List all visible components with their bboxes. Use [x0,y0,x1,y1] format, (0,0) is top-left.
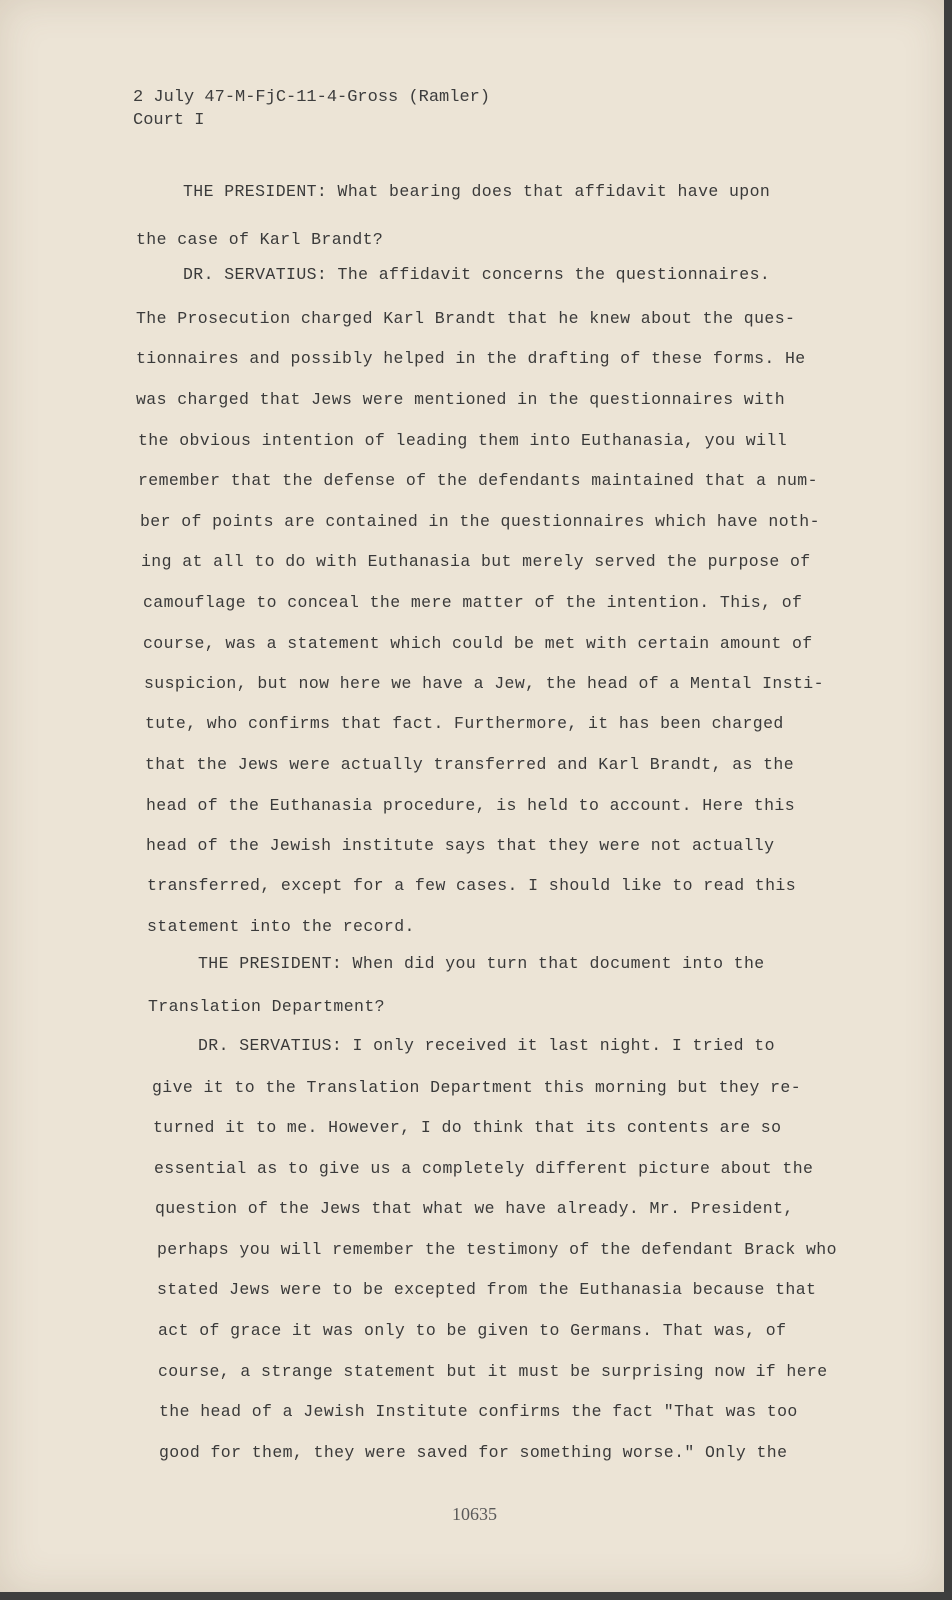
transcript-line: head of the Euthanasia procedure, is held to account. Here this [146,796,796,815]
transcript-line: give it to the Translation Department this morning but they re- [152,1078,802,1097]
transcript-line: suspicion, but now here we have a Jew, the head of a Mental Insti- [144,674,824,693]
transcript-line: Translation Department? [148,997,385,1016]
transcript-line: ber of points are contained in the questionnaires which have noth- [140,512,820,531]
transcript-line: THE PRESIDENT: When did you turn that document into the [198,954,765,973]
transcript-line: the obvious intention of leading them into Euthanasia, you will [138,431,788,450]
transcript-line: THE PRESIDENT: What bearing does that affidavit have upon [183,182,771,201]
transcript-line: tionnaires and possibly helped in the drafting of these forms. He [136,349,806,368]
transcript-line: perhaps you will remember the testimony of the defendant Brack who [157,1240,837,1259]
header-court-line: Court I [133,111,205,130]
page-number: 10635 [452,1504,497,1524]
transcript-line: head of the Jewish institute says that they were not actually [146,836,775,855]
transcript-line: tute, who confirms that fact. Furthermore, it has been charged [145,714,784,733]
transcript-line: course, a strange statement but it must be surprising now if here [158,1362,828,1381]
transcript-line: statement into the record. [147,917,415,936]
transcript-line: DR. SERVATIUS: I only received it last night. I tried to [198,1036,775,1055]
transcript-line: act of grace it was only to be given to Germans. That was, of [158,1321,787,1340]
transcript-line: stated Jews were to be excepted from the Euthanasia because that [157,1280,817,1299]
transcript-line: the head of a Jewish Institute confirms the fact "That was too [159,1402,798,1421]
transcript-line: remember that the defense of the defendants maintained that a num- [138,471,818,490]
transcript-line: camouflage to conceal the mere matter of the intention. This, of [143,593,803,612]
transcript-line: that the Jews were actually transferred and Karl Brandt, as the [145,755,795,774]
transcript-line: DR. SERVATIUS: The affidavit concerns the questionnaires. [183,265,771,284]
transcript-line: The Prosecution charged Karl Brandt that he knew about the ques- [136,309,796,328]
page-header [133,86,490,132]
transcript-line: transferred, except for a few cases. I should like to read this [147,876,797,895]
transcript-line: the case of Karl Brandt? [136,230,384,249]
scan-edge-bottom [0,1592,952,1600]
scan-edge-right [944,0,952,1600]
transcript-line: good for them, they were saved for something worse." Only the [159,1443,788,1462]
transcript-line: was charged that Jews were mentioned in the questionnaires with [136,390,786,409]
transcript-line: question of the Jews that what we have already. Mr. President, [155,1199,794,1218]
transcript-line: ing at all to do with Euthanasia but merely served the purpose of [141,552,811,571]
transcript-line: turned it to me. However, I do think that its contents are so [153,1118,782,1137]
header-session-line: 2 July 47-M-FjC-11-4-Gross (Ramler) [133,88,491,107]
transcript-line: essential as to give us a completely different picture about the [154,1159,814,1178]
transcript-line: course, was a statement which could be met with certain amount of [143,634,813,653]
